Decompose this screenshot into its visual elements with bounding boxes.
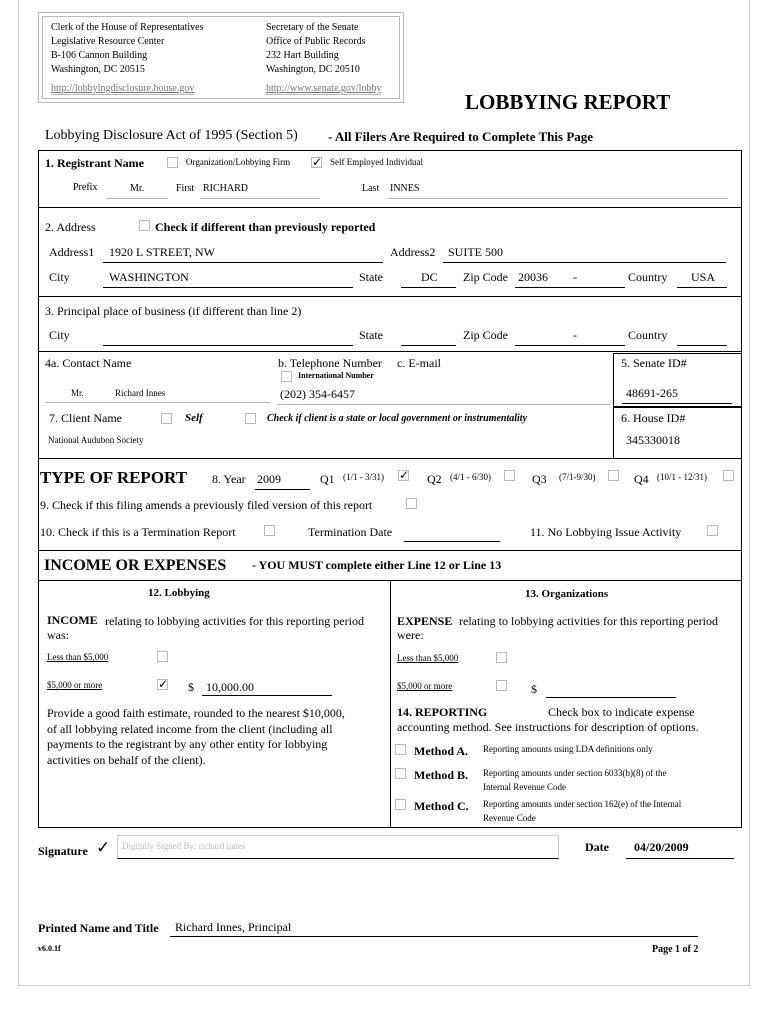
q1-label: Q1: [320, 472, 335, 486]
self-employed-label: Self Employed Individual: [330, 157, 423, 167]
q3-checkbox[interactable]: [608, 470, 619, 481]
year-label: 8. Year: [212, 472, 246, 486]
house-address-line: Washington, DC 20515: [51, 64, 145, 75]
house-link[interactable]: http://lobbyingdisclosure.house.gov: [51, 83, 195, 94]
reporting-text: Check box to indicate expense: [548, 705, 695, 719]
q2-range: (4/1 - 6/30): [450, 472, 491, 482]
q1-range: (1/1 - 3/31): [343, 472, 384, 482]
income-heading: INCOME OR EXPENSES: [44, 557, 227, 574]
no-activity-label: 11. No Lobbying Issue Activity: [530, 525, 682, 539]
senate-id-value[interactable]: 48691-265: [626, 386, 678, 400]
first-name-value[interactable]: RICHARD: [203, 183, 249, 194]
expense-more-label: $5,000 or more: [397, 681, 453, 691]
date-label: Date: [585, 840, 609, 854]
senate-id-label: 5. Senate ID#: [621, 356, 687, 370]
income-less-checkbox[interactable]: [157, 651, 168, 662]
method-b-text-2: Internal Revenue Code: [483, 782, 566, 792]
all-filers-note: - All Filers Are Required to Complete This Page: [328, 129, 594, 144]
client-name-value[interactable]: National Audubon Society: [48, 435, 144, 445]
act-line: Lobbying Disclosure Act of 1995 (Section 5): [45, 128, 298, 143]
org-firm-label: Organization/Lobbying Firm: [186, 157, 291, 167]
contact-name-value[interactable]: Richard Innes: [115, 388, 166, 398]
check-icon: ✓: [312, 155, 323, 169]
signature-check-icon: ✓: [96, 838, 111, 858]
signature-label: Signature: [38, 844, 88, 858]
q2-label: Q2: [427, 472, 442, 486]
income-amount[interactable]: 10,000.00: [206, 680, 254, 694]
country-value[interactable]: USA: [691, 270, 716, 284]
contact-prefix[interactable]: Mr.: [71, 388, 84, 398]
principal-zip-label: Zip Code: [463, 328, 508, 342]
principal-city-label: City: [49, 328, 70, 342]
client-self-checkbox[interactable]: [161, 413, 172, 424]
expense-more-checkbox[interactable]: [496, 680, 507, 691]
col13-heading: 13. Organizations: [525, 588, 609, 600]
house-address-line: Legislative Resource Center: [51, 36, 165, 47]
method-a-checkbox[interactable]: [395, 744, 406, 755]
expense-were: were:: [397, 628, 424, 642]
income-word: INCOME: [47, 613, 98, 627]
filing-addresses: [38, 12, 404, 103]
last-label: Last: [362, 183, 380, 194]
date-value[interactable]: 04/20/2009: [634, 840, 689, 854]
check-icon: ✓: [399, 468, 410, 482]
income-dollar: $: [188, 680, 194, 694]
no-activity-checkbox[interactable]: [707, 525, 718, 536]
q3-label: Q3: [532, 472, 547, 486]
principal-state-label: State: [359, 328, 383, 342]
method-c-checkbox[interactable]: [395, 799, 406, 810]
senate-address-line: Office of Public Records: [266, 36, 366, 47]
expense-less-checkbox[interactable]: [496, 652, 507, 663]
country-label: Country: [628, 270, 668, 284]
income-must-note: - YOU MUST complete either Line 12 or Line 13: [252, 558, 502, 572]
senate-link[interactable]: http://www.senate.gov/lobby: [266, 83, 382, 94]
principal-label: 3. Principal place of business (if different than line 2): [45, 304, 302, 318]
reporting-label: 14. REPORTING: [397, 705, 488, 719]
expense-word: EXPENSE: [397, 614, 453, 628]
principal-zip-dash: -: [573, 328, 577, 342]
termination-date-field[interactable]: [404, 541, 500, 542]
q4-checkbox[interactable]: [723, 470, 734, 481]
email-label: c. E-mail: [397, 356, 441, 370]
senate-address-line: Washington, DC 20510: [266, 64, 360, 75]
q2-checkbox[interactable]: [504, 470, 515, 481]
state-value[interactable]: DC: [421, 270, 438, 284]
q3-range: (7/1-9/30): [559, 472, 596, 482]
q4-label: Q4: [634, 472, 649, 486]
expense-less-label: Less than $5,000: [397, 653, 459, 663]
income-more-label: $5,000 or more: [47, 680, 103, 690]
client-label: 7. Client Name: [49, 411, 122, 425]
phone-value[interactable]: (202) 354-6457: [280, 387, 355, 401]
principal-country-label: Country: [628, 328, 668, 342]
address-changed-label: Check if different than previously reported: [155, 220, 376, 234]
page-title: LOBBYING REPORT: [465, 90, 671, 114]
prefix-value[interactable]: Mr.: [130, 183, 145, 194]
digital-signature: Digitally Signed By: richard innes: [122, 841, 246, 851]
prefix-label: Prefix: [73, 182, 98, 193]
termination-date-label: Termination Date: [308, 525, 393, 539]
last-name-value[interactable]: INNES: [390, 183, 420, 194]
senate-address-line: 232 Hart Building: [266, 50, 339, 61]
method-a-label: Method A.: [414, 744, 468, 758]
house-id-value[interactable]: 345330018: [626, 433, 680, 447]
state-label: State: [359, 270, 383, 284]
city-label: City: [49, 270, 70, 284]
method-b-text: Reporting amounts under section 6033(b)(8) of the: [483, 768, 667, 778]
income-less-label: Less than $5,000: [47, 652, 109, 662]
address2-label: Address2: [390, 245, 436, 259]
amend-label: 9. Check if this filing amends a previously filed version of this report: [40, 498, 373, 512]
report-type-heading: TYPE OF REPORT: [40, 468, 188, 487]
city-value[interactable]: WASHINGTON: [109, 270, 189, 284]
address-changed-checkbox[interactable]: [139, 220, 150, 231]
estimate-note: Provide a good faith estimate, rounded to the nearest $10,000, of all lobbying related income from the client (including all payments to the registrant by any other entity for lobbying activities on behalf of the client).: [47, 706, 345, 767]
termination-label: 10. Check if this is a Termination Report: [40, 525, 236, 539]
income-was: was:: [47, 628, 69, 642]
printed-name-label: Printed Name and Title: [38, 921, 159, 935]
income-text: relating to lobbying activities for this reporting period: [105, 614, 364, 628]
termination-checkbox[interactable]: [264, 525, 275, 536]
year-value[interactable]: 2009: [257, 472, 281, 486]
q4-range: (10/1 - 12/31): [657, 472, 707, 482]
expense-amount-field[interactable]: [546, 697, 676, 698]
zip-value[interactable]: 20036: [518, 270, 548, 284]
address2-value[interactable]: SUITE 500: [448, 245, 503, 259]
page-number: Page 1 of 2: [652, 944, 699, 955]
method-a-text: Reporting amounts using LDA definitions only: [483, 744, 653, 754]
col12-heading: 12. Lobbying: [148, 587, 210, 599]
address-label: 2. Address: [45, 220, 96, 234]
client-state-label: Check if client is a state or local government or instrumentality: [267, 413, 528, 424]
house-id-label: 6. House ID#: [621, 411, 686, 425]
expense-text: relating to lobbying activities for this reporting period: [459, 614, 718, 628]
method-c-label: Method C.: [414, 799, 469, 813]
printed-name-value[interactable]: Richard Innes, Principal: [175, 920, 292, 934]
client-self-label: Self: [185, 412, 203, 424]
method-c-text: Reporting amounts under section 162(e) of the Internal: [483, 799, 682, 809]
zip-dash: -: [573, 270, 577, 284]
contact-label: 4a. Contact Name: [45, 356, 132, 370]
intl-number-label: International Number: [298, 371, 374, 380]
method-b-label: Method B.: [414, 768, 468, 782]
house-address-line: B-106 Cannon Building: [51, 50, 148, 61]
first-label: First: [176, 183, 195, 194]
method-b-checkbox[interactable]: [395, 768, 406, 779]
intl-number-checkbox[interactable]: [281, 371, 292, 382]
signature-field[interactable]: [117, 835, 559, 859]
reporting-text-2: accounting method. See instructions for description of options.: [397, 720, 699, 734]
amend-checkbox[interactable]: [406, 498, 417, 509]
registrant-label: 1. Registrant Name: [45, 156, 144, 170]
method-c-text-2: Revenue Code: [483, 813, 536, 823]
version: v6.0.1f: [38, 944, 61, 953]
check-icon: ✓: [158, 677, 169, 691]
zip-label: Zip Code: [463, 270, 508, 284]
phone-label: b. Telephone Number: [278, 356, 382, 370]
address1-value[interactable]: 1920 L STREET, NW: [109, 245, 215, 259]
org-firm-checkbox[interactable]: [167, 157, 178, 168]
senate-address-line: Secretary of the Senate: [266, 22, 359, 33]
address1-label: Address1: [49, 245, 95, 259]
client-state-checkbox[interactable]: [245, 413, 256, 424]
house-address-line: Clerk of the House of Representatives: [51, 22, 204, 33]
expense-dollar: $: [531, 682, 537, 696]
